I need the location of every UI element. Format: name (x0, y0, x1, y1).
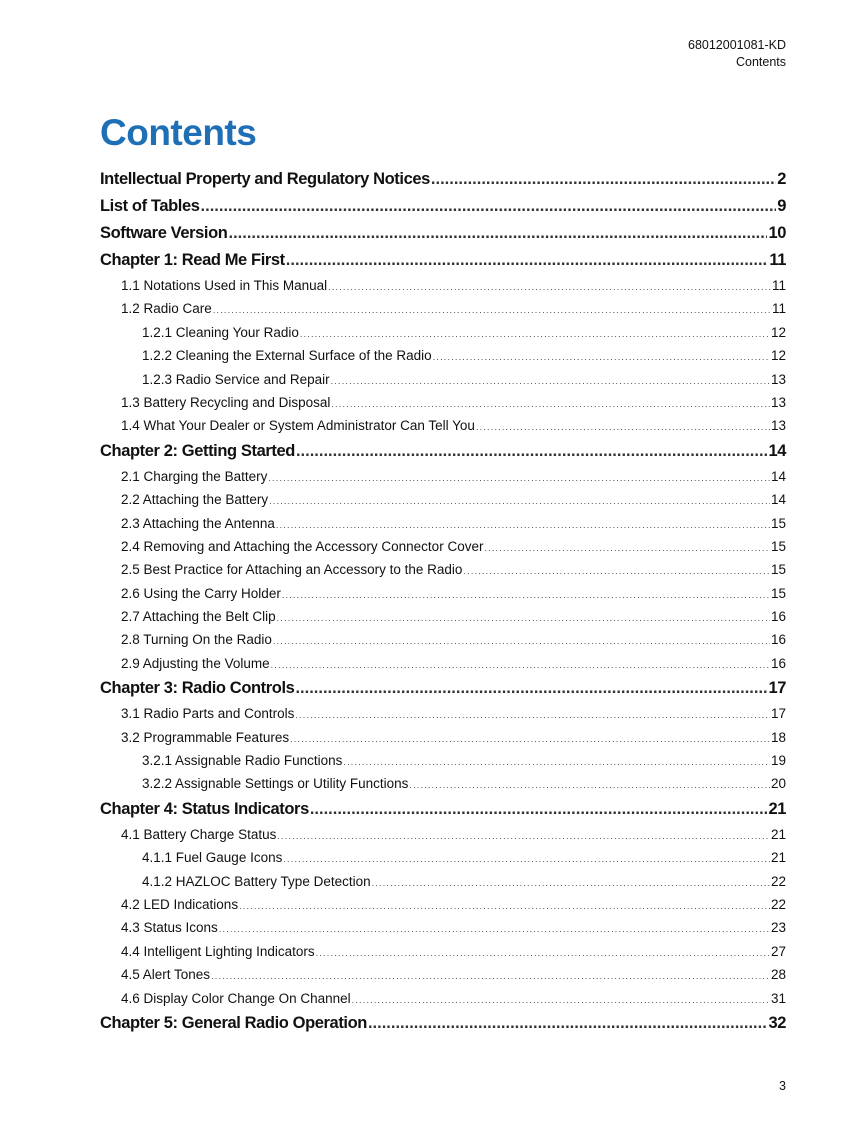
toc-leader-dots (431, 166, 776, 193)
toc-leader-dots (409, 774, 770, 797)
toc-entry-label: 4.1.1 Fuel Gauge Icons (142, 850, 283, 866)
toc-leader-dots (476, 416, 770, 439)
toc-entry-label: 2.7 Attaching the Belt Clip (121, 609, 276, 625)
document-id: 68012001081-KD (688, 38, 786, 52)
toc-entry[interactable] (100, 749, 786, 772)
toc-entry[interactable] (100, 535, 786, 558)
toc-entry-page: 27 (770, 943, 786, 959)
toc-leader-dots (368, 1010, 767, 1037)
toc-entry[interactable] (100, 1010, 786, 1037)
toc-entry-page: 10 (768, 224, 786, 242)
toc-entry[interactable] (100, 893, 786, 916)
toc-entry-page: 15 (770, 562, 786, 578)
toc-entry[interactable] (100, 465, 786, 488)
toc-entry-page: 21 (770, 826, 786, 842)
toc-entry-label: 1.2 Radio Care (121, 301, 212, 317)
toc-entry-page: 20 (770, 776, 786, 792)
toc-leader-dots (277, 825, 770, 848)
toc-leader-dots (269, 490, 770, 513)
toc-entry-label: Chapter 4: Status Indicators (100, 799, 309, 818)
toc-entry-page: 15 (770, 515, 786, 531)
toc-entry-label: 4.1 Battery Charge Status (121, 826, 277, 842)
toc-entry-page: 17 (770, 706, 786, 722)
toc-entry-page: 11 (771, 301, 786, 317)
toc-leader-dots (268, 467, 770, 490)
toc-entry[interactable] (100, 796, 786, 823)
toc-entry-page: 22 (770, 873, 786, 889)
toc-entry-label: 4.3 Status Icons (121, 920, 218, 936)
toc-entry-label: 3.2 Programmable Features (121, 729, 290, 745)
toc-entry-label: 1.2.2 Cleaning the External Surface of the Radio (142, 348, 432, 364)
toc-leader-dots (352, 989, 770, 1012)
toc-entry-page: 15 (770, 538, 786, 554)
toc-entry[interactable] (100, 321, 786, 344)
toc-leader-dots (213, 299, 771, 322)
toc-entry-label: 2.9 Adjusting the Volume (121, 655, 270, 671)
toc-leader-dots (219, 918, 770, 941)
toc-entry-label: 1.4 What Your Dealer or System Administrator Can Tell You (121, 418, 475, 434)
toc-entry-label: Chapter 3: Radio Controls (100, 679, 295, 698)
toc-leader-dots (331, 370, 770, 393)
toc-entry-label: 2.6 Using the Carry Holder (121, 585, 281, 601)
toc-entry-label: 3.2.1 Assignable Radio Functions (142, 753, 343, 769)
toc-entry[interactable] (100, 675, 786, 702)
toc-entry-label: Chapter 1: Read Me First (100, 251, 285, 269)
toc-entry[interactable] (100, 488, 786, 511)
toc-entry[interactable] (100, 297, 786, 320)
toc-entry-page: 14 (770, 468, 786, 484)
toc-entry[interactable] (100, 220, 786, 247)
toc-entry[interactable] (100, 628, 786, 651)
toc-entry-label: 1.3 Battery Recycling and Disposal (121, 394, 331, 410)
toc-entry-page: 22 (770, 896, 786, 912)
toc-entry-label: Chapter 5: General Radio Operation (100, 1013, 367, 1032)
header-section: Contents (735, 55, 786, 69)
toc-leader-dots (228, 220, 767, 247)
toc-entry-page: 9 (777, 197, 786, 215)
toc-entry-page: 32 (768, 1013, 786, 1032)
toc-entry-page: 11 (769, 251, 786, 269)
toc-entry-label: 2.4 Removing and Attaching the Accessory Connector Cover (121, 538, 484, 554)
toc-entry-page: 16 (770, 655, 786, 671)
toc-entry[interactable] (100, 368, 786, 391)
toc-leader-dots (343, 751, 770, 774)
toc-entry-page: 21 (770, 850, 786, 866)
toc-entry-page: 14 (770, 492, 786, 508)
toc-entry-page: 16 (770, 609, 786, 625)
toc-entry-page: 12 (770, 324, 786, 340)
toc-entry-label: Chapter 2: Getting Started (100, 441, 295, 460)
toc-entry[interactable] (100, 193, 786, 220)
toc-entry[interactable] (100, 605, 786, 628)
toc-entry[interactable] (100, 987, 786, 1010)
toc-entry[interactable] (100, 166, 786, 193)
toc-leader-dots (271, 654, 770, 677)
toc-entry-page: 11 (771, 278, 786, 293)
toc-entry[interactable] (100, 846, 786, 869)
toc-entry-label: 3.2.2 Assignable Settings or Utility Functions (142, 776, 409, 792)
toc-leader-dots (277, 607, 770, 630)
toc-entry-page: 31 (770, 990, 786, 1006)
toc-entry-label: Software Version (100, 224, 228, 242)
toc-leader-dots (328, 276, 771, 299)
toc-entry-page: 13 (770, 371, 786, 387)
toc-entry[interactable] (100, 963, 786, 986)
page-header (688, 37, 786, 71)
toc-leader-dots (372, 872, 770, 895)
toc-leader-dots (310, 796, 768, 823)
toc-entry-label: 4.6 Display Color Change On Channel (121, 990, 351, 1006)
table-of-contents (100, 166, 786, 1037)
toc-entry-page: 15 (770, 585, 786, 601)
toc-entry-page: 23 (770, 920, 786, 936)
toc-entry-page: 14 (768, 441, 786, 460)
toc-entry-label: 2.1 Charging the Battery (121, 468, 268, 484)
toc-leader-dots (286, 247, 769, 274)
toc-leader-dots (290, 728, 770, 751)
toc-entry-label: List of Tables (100, 197, 200, 215)
toc-entry[interactable] (100, 652, 786, 675)
toc-entry[interactable] (100, 414, 786, 437)
toc-entry-label: 1.1 Notations Used in This Manual (121, 278, 328, 293)
toc-entry-label: 2.2 Attaching the Battery (121, 492, 269, 508)
toc-entry-page: 19 (770, 753, 786, 769)
toc-entry[interactable] (100, 823, 786, 846)
toc-leader-dots (463, 560, 770, 583)
toc-entry-page: 16 (770, 632, 786, 648)
page-number: 3 (779, 1079, 786, 1093)
toc-entry-page: 13 (770, 418, 786, 434)
toc-entry[interactable] (100, 726, 786, 749)
toc-entry-label: 3.1 Radio Parts and Controls (121, 706, 295, 722)
toc-entry-label: Intellectual Property and Regulatory Notices (100, 170, 430, 188)
toc-entry-page: 18 (770, 729, 786, 745)
toc-entry[interactable] (100, 274, 786, 297)
toc-leader-dots (273, 630, 770, 653)
toc-entry[interactable] (100, 512, 786, 535)
toc-leader-dots (211, 965, 770, 988)
toc-entry-label: 2.3 Attaching the Antenna (121, 515, 275, 531)
page-title: Contents (100, 112, 257, 153)
toc-entry[interactable] (100, 344, 786, 367)
toc-entry[interactable] (100, 870, 786, 893)
toc-entry[interactable] (100, 940, 786, 963)
toc-leader-dots (484, 537, 770, 560)
toc-leader-dots (201, 193, 777, 220)
toc-entry[interactable] (100, 916, 786, 939)
toc-entry-page: 17 (768, 679, 786, 698)
toc-leader-dots (316, 942, 770, 965)
toc-entry-page: 12 (770, 348, 786, 364)
toc-entry-label: 4.5 Alert Tones (121, 967, 211, 983)
toc-leader-dots (433, 346, 770, 369)
toc-leader-dots (282, 584, 770, 607)
toc-leader-dots (296, 438, 767, 465)
toc-entry[interactable] (100, 391, 786, 414)
toc-entry-label: 4.2 LED Indications (121, 896, 239, 912)
toc-entry-label: 2.5 Best Practice for Attaching an Accessory to the Radio (121, 562, 463, 578)
toc-entry-label: 4.1.2 HAZLOC Battery Type Detection (142, 873, 371, 889)
toc-entry[interactable] (100, 772, 786, 795)
toc-leader-dots (239, 895, 770, 918)
toc-entry-label: 4.4 Intelligent Lighting Indicators (121, 943, 315, 959)
toc-entry-label: 2.8 Turning On the Radio (121, 632, 272, 648)
toc-leader-dots (295, 704, 770, 727)
toc-entry-page: 13 (770, 394, 786, 410)
toc-entry[interactable] (100, 438, 786, 465)
toc-entry[interactable] (100, 247, 786, 274)
toc-entry[interactable] (100, 702, 786, 725)
toc-entry-page: 21 (768, 799, 786, 818)
toc-entry-label: 1.2.3 Radio Service and Repair (142, 371, 330, 387)
toc-leader-dots (300, 323, 770, 346)
toc-leader-dots (276, 514, 770, 537)
toc-leader-dots (295, 675, 767, 702)
toc-entry-page: 2 (777, 170, 786, 188)
toc-leader-dots (283, 848, 770, 871)
toc-entry[interactable] (100, 558, 786, 581)
toc-entry-page: 28 (770, 967, 786, 983)
toc-leader-dots (331, 393, 770, 416)
toc-entry-label: 1.2.1 Cleaning Your Radio (142, 324, 299, 340)
toc-entry[interactable] (100, 582, 786, 605)
